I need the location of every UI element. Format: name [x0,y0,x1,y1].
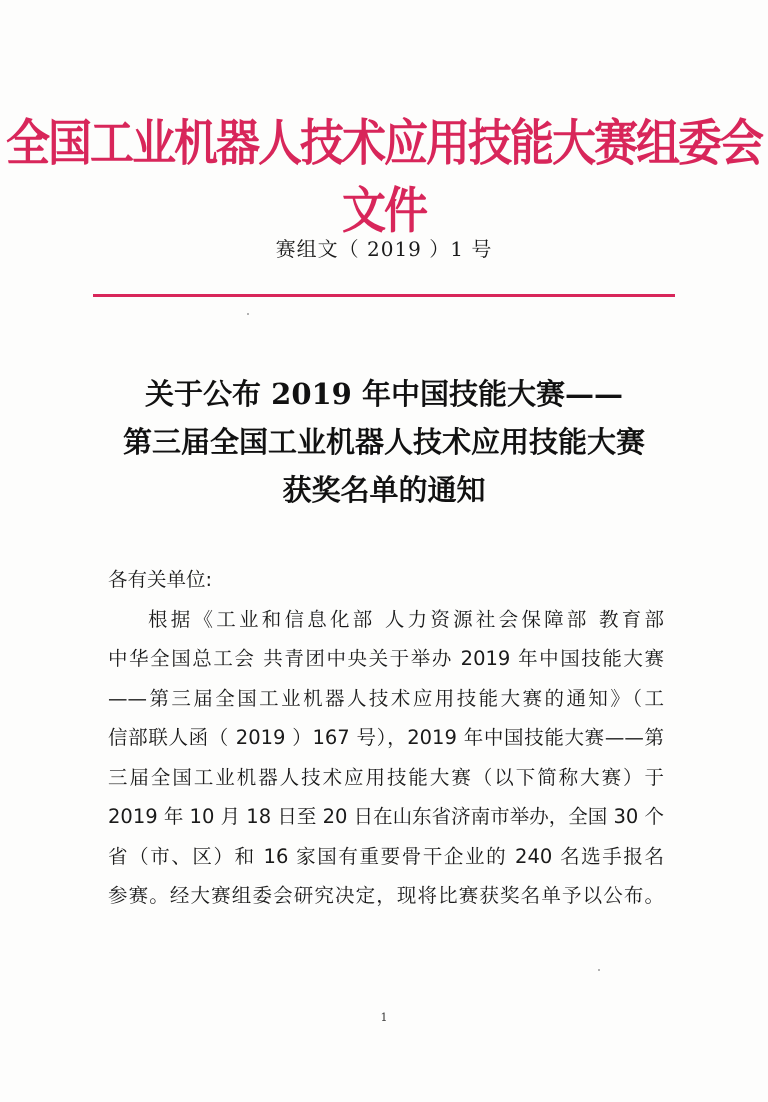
scan-speck [598,969,600,971]
paragraph-line: 根据《工业和信息化部 人力资源社会保障部 教育部 [148,607,664,631]
page-number: 1 [380,1011,388,1024]
paragraph-line: 参赛。经大赛组委会研究决定，现将比赛获奖名单予以公布。 [108,884,664,907]
paragraph-line: ——第三届全国工业机器人技术应用技能大赛的通知》（工 [108,686,664,710]
notice-body [108,560,664,916]
notice-title-line-3: 获奖名单的通知 [282,473,486,507]
salutation: 各有关单位: [108,568,213,591]
notice-title-line-1: 关于公布 2019 年中国技能大赛—— [145,377,623,411]
paragraph-line: 中华全国总工会 共青团中央关于举办 2019 年中国技能大赛 [108,647,664,670]
notice-title-line-2: 第三届全国工业机器人技术应用技能大赛 [122,425,645,459]
red-divider-line [93,294,675,297]
paragraph-line: 三届全国工业机器人技术应用技能大赛（以下简称大赛）于 [108,765,664,789]
paragraph-line: 省（市、区）和 16 家国有重要骨干企业的 240 名选手报名 [108,844,664,868]
paragraph-line: 2019 年 10 月 18 日至 20 日在山东省济南市举办，全国 30 个 [108,805,664,828]
notice-title [0,370,768,514]
scan-speck [247,313,249,315]
document-number: 赛组文（ 2019 ）1 号 [275,237,493,261]
paragraph-line: 信部联人函（ 2019 ）167 号），2019 年中国技能大赛——第 [108,726,664,749]
issuer-title: 全国工业机器人技术应用技能大赛组委会文件 [6,115,762,240]
